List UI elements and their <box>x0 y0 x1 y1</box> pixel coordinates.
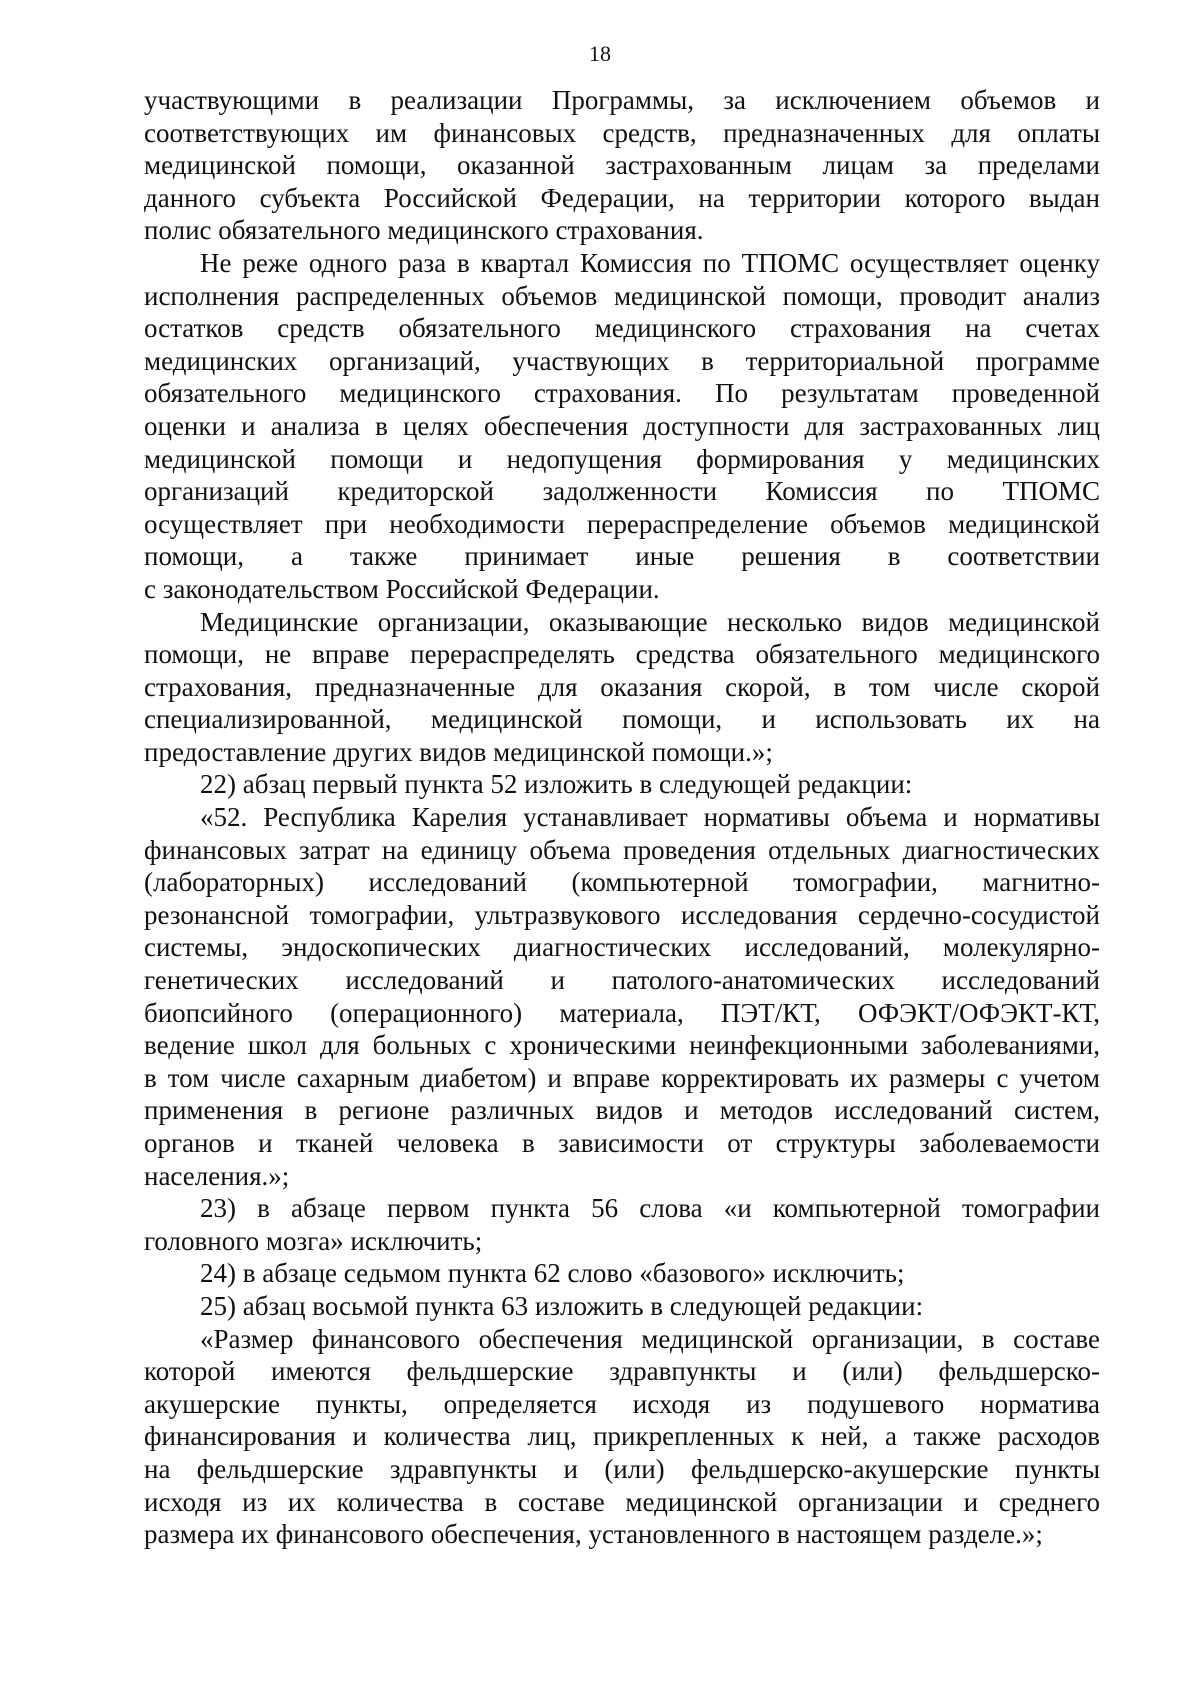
text-line: резонансной томографии, ультразвукового исследования сердечно-сосудистой <box>144 899 1100 930</box>
text-line: в том числе сахарным диабетом) и вправе корректировать их размеры с учетом <box>144 1062 1100 1093</box>
text-line: «52. Республика Карелия устанавливает нормативы объема и нормативы <box>200 802 1100 833</box>
text-line: «Размер финансового обеспечения медицинской организации, в составе <box>200 1323 1100 1354</box>
text-line: участвующими в реализации Программы, за исключением объемов и <box>144 85 1100 115</box>
text-line: помощи, а также принимает иные решения в соответствии <box>144 541 1100 572</box>
paragraph <box>144 247 1100 606</box>
text-line: (лабораторных) исследований (компьютерной томографии, магнитно- <box>144 867 1100 898</box>
text-line: 22) абзац первый пункта 52 изложить в следующей редакции: <box>200 769 913 800</box>
text-line: Медицинские организации, оказывающие несколько видов медицинской <box>200 606 1100 637</box>
text-line: Не реже одного раза в квартал Комиссия по ТПОМС осуществляет оценку <box>200 247 1100 278</box>
text-line: с законодательством Российской Федерации. <box>144 573 660 604</box>
paragraph <box>144 768 1100 801</box>
text-line: исходя из их количества в составе медицинской организации и среднего <box>144 1486 1100 1517</box>
paragraph <box>144 606 1100 769</box>
page-number: 18 <box>589 41 611 66</box>
text-line: организаций кредиторской задолженности Комиссия по ТПОМС <box>144 476 1100 507</box>
text-line: помощи, не вправе перераспределять средства обязательного медицинского <box>144 639 1100 670</box>
text-line: данного субъекта Российской Федерации, на территории которого выдан <box>144 182 1100 213</box>
text-line: населения.»; <box>144 1160 290 1191</box>
document-body <box>144 84 1100 1551</box>
text-line: акушерские пункты, определяется исходя из подушевого норматива <box>144 1388 1100 1419</box>
text-line: оценки и анализа в целях обеспечения доступности для застрахованных лиц <box>144 410 1100 441</box>
paragraph <box>144 1323 1100 1551</box>
text-line: органов и тканей человека в зависимости от структуры заболеваемости <box>144 1128 1100 1158</box>
text-line: остатков средств обязательного медицинского страхования на счетах <box>144 313 1100 344</box>
text-line: головного мозга» исключить; <box>144 1225 483 1256</box>
text-line: которой имеются фельдшерские здравпункты и (или) фельдшерско- <box>144 1356 1100 1387</box>
text-line: системы, эндоскопических диагностических исследований, молекулярно- <box>144 932 1100 963</box>
text-line: медицинских организаций, участвующих в территориальной программе <box>144 345 1100 376</box>
paragraph <box>144 1290 1100 1323</box>
text-line: медицинской помощи и недопущения формирования у медицинских <box>144 443 1100 474</box>
text-line: размера их финансового обеспечения, установленного в настоящем разделе.»; <box>144 1519 1043 1550</box>
text-line: предоставление других видов медицинской помощи.»; <box>144 736 773 767</box>
text-line: полис обязательного медицинского страхования. <box>144 215 704 246</box>
paragraph <box>144 1192 1100 1257</box>
text-line: исполнения распределенных объемов медицинской помощи, проводит анализ <box>144 280 1100 311</box>
text-line: медицинской помощи, оказанной застрахованным лицам за пределами <box>144 150 1100 181</box>
text-line: на фельдшерские здравпункты и (или) фельдшерско-акушерские пункты <box>144 1453 1100 1484</box>
text-line: применения в регионе различных видов и методов исследований систем, <box>144 1095 1100 1126</box>
text-line: страхования, предназначенные для оказания скорой, в том числе скорой <box>144 671 1100 702</box>
paragraph <box>144 1257 1100 1290</box>
text-line: генетических исследований и патолого-анатомических исследований <box>144 965 1100 996</box>
text-line: биопсийного (операционного) материала, ПЭТ/КТ, ОФЭКТ/ОФЭКТ-КТ, <box>144 997 1100 1028</box>
text-line: 24) в абзаце седьмом пункта 62 слово «базового» исключить; <box>200 1258 905 1289</box>
text-line: специализированной, медицинской помощи, и использовать их на <box>144 704 1100 735</box>
text-line: соответствующих им финансовых средств, предназначенных для оплаты <box>144 117 1100 148</box>
text-line: финансирования и количества лиц, прикрепленных к ней, а также расходов <box>144 1421 1100 1452</box>
text-line: ведение школ для больных с хроническими неинфекционными заболеваниями, <box>144 1030 1100 1061</box>
paragraph <box>144 801 1100 1192</box>
text-line: обязательного медицинского страхования. По результатам проведенной <box>144 378 1100 409</box>
text-line: осуществляет при необходимости перераспределение объемов медицинской <box>144 508 1100 539</box>
text-line: 23) в абзаце первом пункта 56 слова «и компьютерной томографии <box>200 1193 1100 1224</box>
paragraph <box>144 84 1100 247</box>
text-line: 25) абзац восьмой пункта 63 изложить в следующей редакции: <box>200 1290 924 1321</box>
text-line: финансовых затрат на единицу объема проведения отдельных диагностических <box>144 834 1100 865</box>
